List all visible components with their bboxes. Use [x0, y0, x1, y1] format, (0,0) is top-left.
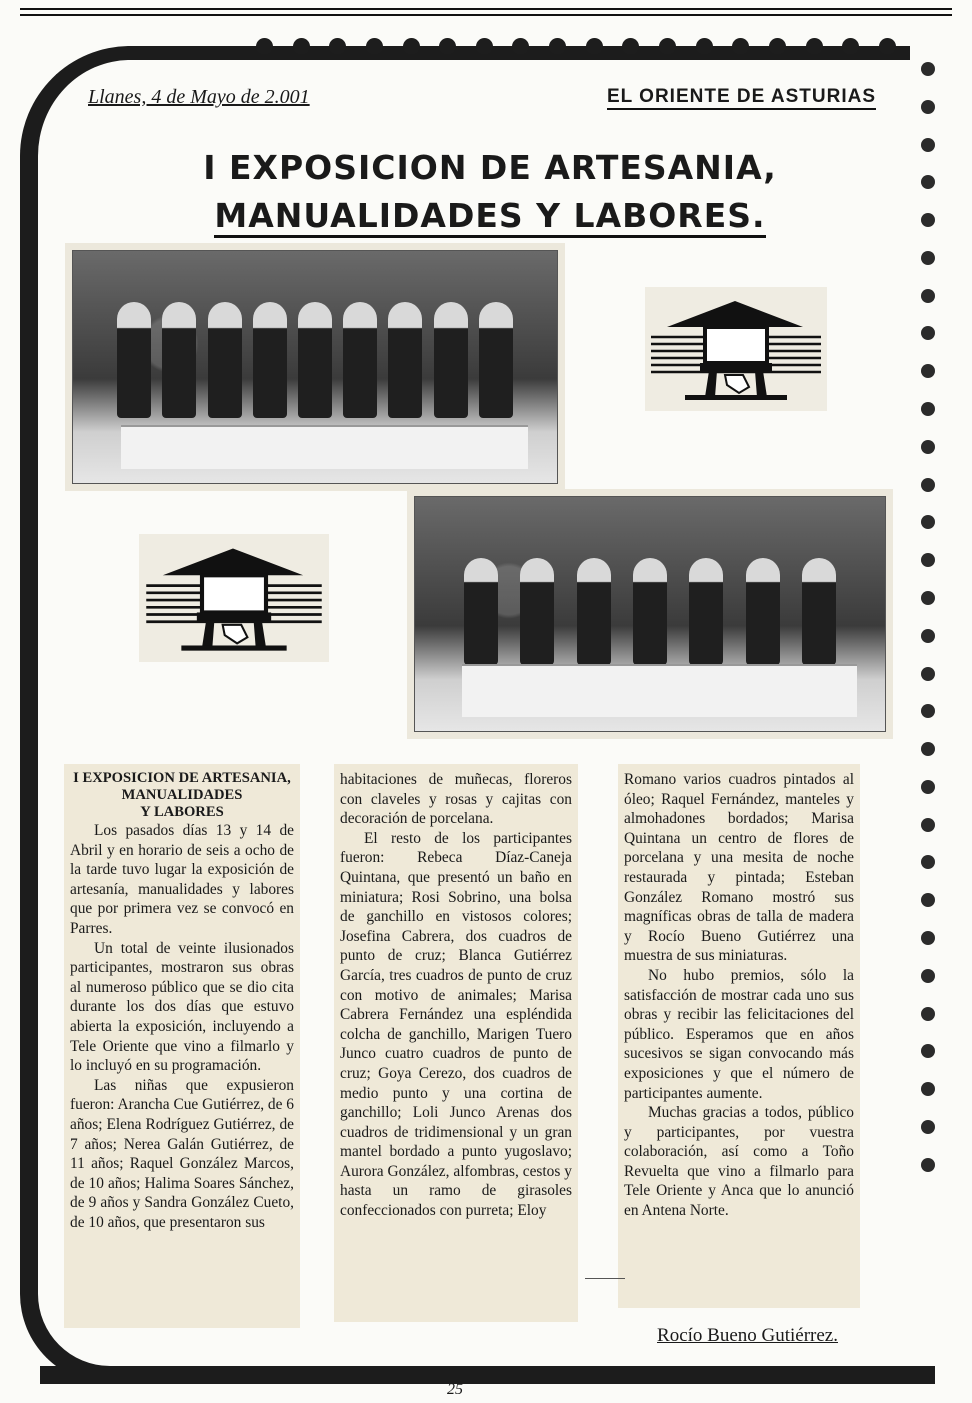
headline-line-1: I EXPOSICION DE ARTESANIA,	[203, 148, 777, 187]
article-column-1	[64, 764, 300, 1328]
article-column-2	[334, 764, 578, 1322]
photo-group-children	[414, 496, 886, 732]
paragraph: Las niñas que expusieron fueron: Arancha Cue Gutiérrez, de 6 años; Elena Rodríguez Gutiérrez, de 7 años; Nerea Galán Gutiérrez, de 11 años; Raquel González Marcos, de 10 años; Halima Soares Sánchez, de 9 años y Sandra González Cueto, de 10 años, que presentaron sus	[70, 1076, 294, 1231]
top-rule	[20, 8, 952, 10]
photo-group-adults	[72, 250, 558, 484]
divider	[585, 1278, 625, 1279]
dot-border-right	[915, 62, 941, 1172]
article-heading: I EXPOSICION DE ARTESANIA,	[73, 770, 291, 786]
paragraph: habitaciones de muñecas, floreros con claveles y rosas y cajitas con decoración de porcelana.	[340, 771, 572, 828]
top-rule	[20, 14, 952, 16]
dot-border-top	[256, 38, 896, 64]
article-heading: MANUALIDADES	[121, 787, 243, 803]
paragraph: No hubo premios, sólo la satisfacción de mostrar cada uno sus obras y recibir las felicitaciones del público. Esperamos que en años sucesivos se sigan convocando más exposiciones y que el número de participantes aumente.	[624, 966, 854, 1102]
headline-line-2: MANUALIDADES Y LABORES.	[150, 196, 830, 235]
paragraph: Romano varios cuadros pintados al óleo; Raquel Fernández, manteles y almohadones bordados; Marisa Quintana un centro de flores de porcelana y una mesita de noche restaurada y pintada; Esteban González Romano mostró sus magníficas obras de talla de madera y Rocío Bueno Gutiérrez una muestra de sus miniaturas.	[624, 771, 854, 965]
paragraph: El resto de los participantes fueron: Rebeca Díaz-Caneja Quintana, que presentó un baño en miniatura; Rosi Sobrino, una bolsa de ganchillo en vistosos colores; Josefina Cabrera, dos cuadros de punto de cruz; Blanca Gutiérrez García, tres cuadros de punto de cruz con motivo de animales; Marisa Cabrera Fernández una espléndida colcha de ganchillo, Marigen Tuero Junco cuatro cuadros de punto de cruz; Goya Cerezo, dos cuadros de medio punto y una cortina de ganchillo; Loli Junco Arenas dos cuadros de tridimensional y un gran mantel bordado a punto yugoslavo; Aurora González, alfombras, cestos y hasta un ramo de girasoles confeccionados con purreta; Eloy	[340, 829, 572, 1220]
author-signature: Rocío Bueno Gutiérrez.	[657, 1325, 838, 1346]
horreo-logo-icon	[645, 287, 827, 411]
paragraph: Muchas gracias a todos, público y participantes, por vuestra colaboración, así como a Toño Revuelta que vino a filmarlo para Tele Oriente y Anca que lo anunció en Antena Norte.	[624, 1104, 854, 1220]
page-number: 25	[447, 1381, 463, 1398]
paragraph: Un total de veinte ilusionados participantes, mostraron sus obras al numeroso público que se dio cita durante los dos días que estuvo abierta la exposición, incluyendo a Tele Oriente que vino a filmarlo y lo incluyó en su programación.	[70, 939, 294, 1075]
newspaper-name: EL ORIENTE DE ASTURIAS	[607, 86, 876, 110]
article-heading: Y LABORES	[140, 804, 224, 820]
paragraph: Los pasados días 13 y 14 de Abril y en horario de seis a ocho de la tarde tuvo lugar la exposición de artesanía, manualidades y labores que por primera vez se convocó en Parres.	[70, 822, 294, 937]
page-frame-bottom	[40, 1366, 935, 1384]
horreo-logo-icon	[139, 534, 329, 662]
dateline: Llanes, 4 de Mayo de 2.001	[88, 86, 310, 108]
article-column-3	[618, 764, 860, 1308]
